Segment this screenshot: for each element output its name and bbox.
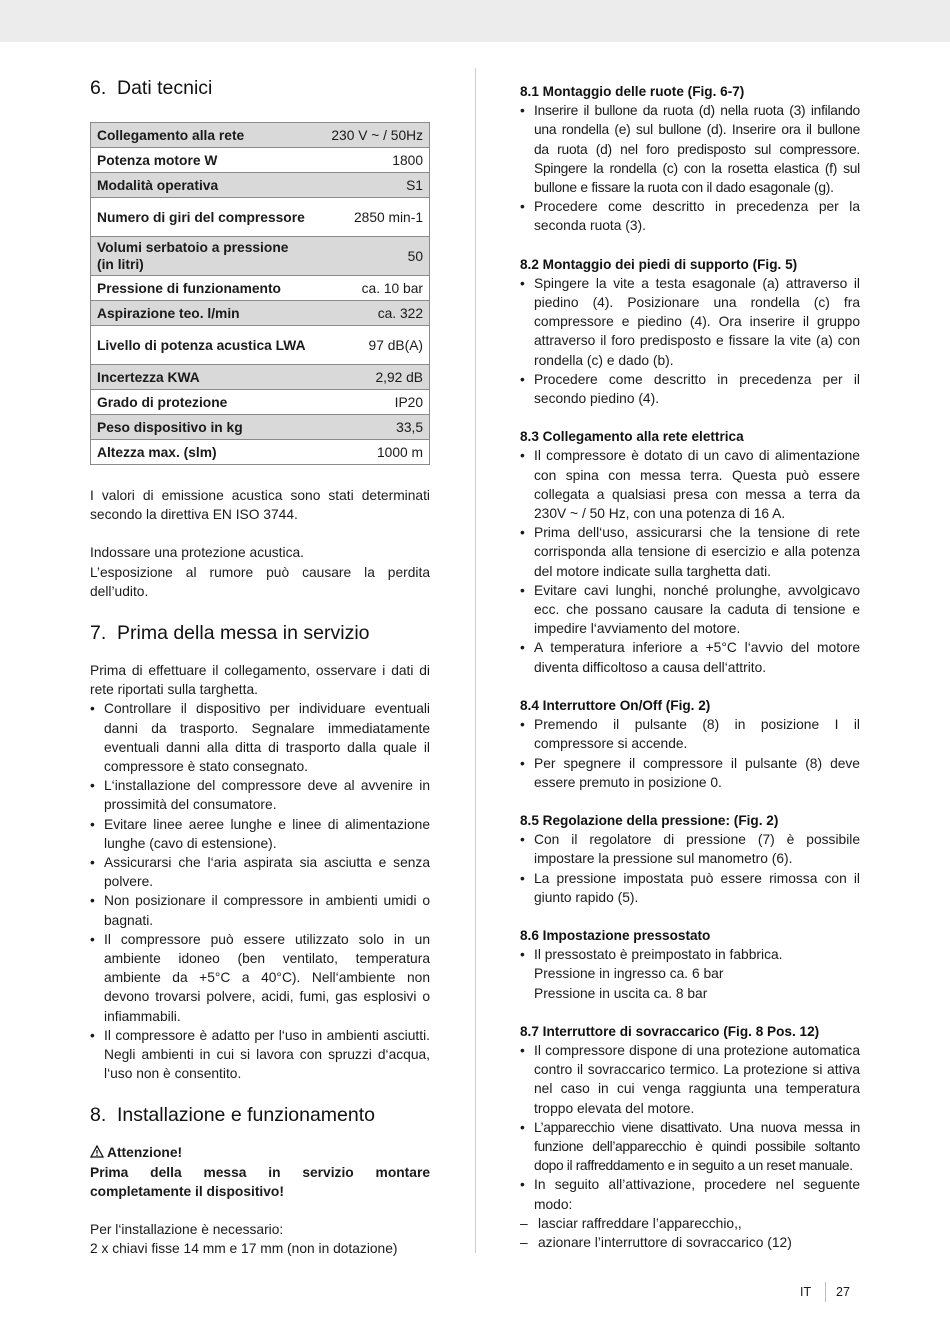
section-8-heading: 8. Installazione e funzionamento [90, 1104, 376, 1127]
list-item: • Evitare linee aeree lunghe e linee di alimentazione lunghe (cavo di estensione). [90, 816, 430, 851]
installation-requirement: Per l‘installazione è necessario: [90, 1222, 284, 1238]
protection-line-1: Indossare una protezione acustica. [90, 545, 304, 561]
section-7-list [90, 699, 430, 1083]
list-item: Pressione in ingresso ca. 6 bar [534, 966, 724, 982]
table-row: Livello di potenza acustica LWA 97 dB(A) [91, 326, 430, 365]
warning-body: Prima della messa in servizio montare completamente il dispositivo! [90, 1164, 430, 1199]
warning-icon [90, 1145, 104, 1158]
list-item: – lasciar raffreddare l’apparecchio,, [520, 1215, 742, 1231]
technical-data-table [90, 122, 430, 465]
list-item: • Premendo il pulsante (8) in posizione I il compressore si accende. [520, 717, 860, 752]
list-item: • La pressione impostata può essere rimossa con il giunto rapido (5). [520, 870, 860, 905]
table-row: Peso dispositivo in kg 33,5 [91, 415, 430, 440]
list-item: • Il compressore è dotato di un cavo di alimentazione con spina con messa terra. Questa può essere collegata a qualsiasi presa con messa a terra da 230V ~ / 50 Hz, con una potenza di 16 A. [520, 448, 860, 522]
list-item: • Spingere la vite a testa esagonale (a) attraverso il piedino (4). Posizionare una rondella (c) fra compressore e piedino (4). Ora inserire il gruppo attraverso il foro predisposto e fissare la vite (a) con rondella (c) e dado (b). [520, 275, 860, 368]
list-item: • L‘installazione del compressore deve al avvenire in prossimità del consumatore. [90, 778, 430, 813]
list-item: • Con il regolatore di pressione (7) è possibile impostare la pressione sul manometro (6). [520, 832, 860, 867]
column-divider [475, 68, 476, 1253]
list-item: • Assicurarsi che l‘aria aspirata sia asciutta e senza polvere. [90, 855, 430, 890]
warning-title: Attenzione! [90, 1143, 430, 1162]
list-item: • Il compressore dispone di una protezione automatica contro il sovraccarico termico. La protezione si attiva nel caso in cui venga raggiunta una temperatura troppo elevata del motore. [520, 1042, 860, 1116]
protection-line-2: L’esposizione al rumore può causare la perdita dell’udito. [90, 564, 430, 599]
installation-tools: 2 x chiavi fisse 14 mm e 17 mm (non in dotazione) [90, 1241, 398, 1257]
section-8-5-list [520, 830, 860, 907]
section-8-1-list [520, 101, 860, 235]
table-row: Volumi serbatoio a pressione (in litri) 50 [91, 237, 430, 276]
list-item: Pressione in uscita ca. 8 bar [534, 985, 708, 1001]
section-8-7-heading: 8.7 Interruttore di sovraccarico (Fig. 8 Pos. 12) [520, 1023, 820, 1039]
left-column [90, 76, 430, 1259]
section-7-heading: 7. Prima della messa in servizio [90, 622, 370, 645]
section-8-6-heading: 8.6 Impostazione pressostato [520, 927, 711, 943]
table-row: Incertezza KWA 2,92 dB [91, 365, 430, 390]
section-8-2-heading: 8.2 Montaggio dei piedi di supporto (Fig. 5) [520, 256, 798, 272]
list-item: • Per spegnere il compressore il pulsante (8) deve essere premuto in posizione 0. [520, 755, 860, 790]
page-number: 27 [836, 1285, 850, 1299]
list-item: – azionare l’interruttore di sovraccarico (12) [520, 1234, 792, 1250]
section-8-1-heading: 8.1 Montaggio delle ruote (Fig. 6-7) [520, 84, 745, 99]
section-8-4-list [520, 715, 860, 792]
table-row: Collegamento alla rete 230 V ~ / 50Hz [91, 123, 430, 148]
table-row: Aspirazione teo. l/min ca. 322 [91, 301, 430, 326]
section-8-4-heading: 8.4 Interruttore On/Off (Fig. 2) [520, 697, 711, 713]
list-item: • Inserire il bullone da ruota (d) nella ruota (3) infilando una rondella (e) sul bullone (d). Inserire ora il bullone da ruota (d) nel foro predisposto sul compressore. Spingere la rondella (c) con la rosetta elastica (f) sul bullone e fissare la ruota con il dado esagonale (g). [520, 103, 860, 196]
section-7-intro: Prima di effettuare il collegamento, osservare i dati di rete riportati sulla targhetta. [90, 663, 430, 698]
list-item: • Controllare il dispositivo per individuare eventuali danni da trasporto. Segnalare immediatamente eventuali danni alla ditta di trasporto dalla quale il compressore è stato consegnato. [90, 701, 430, 775]
list-item: • Non posizionare il compressore in ambienti umidi o bagnati. [90, 893, 430, 928]
section-8-3-heading: 8.3 Collegamento alla rete elettrica [520, 429, 744, 445]
table-row: Modalità operativa S1 [91, 173, 430, 198]
table-row: Pressione di funzionamento ca. 10 bar [91, 276, 430, 301]
language-code: IT [800, 1285, 812, 1299]
top-bar [0, 0, 950, 42]
list-item: • Procedere come descritto in precedenza per il secondo piedino (4). [520, 371, 860, 407]
table-row: Grado di protezione IP20 [91, 390, 430, 415]
section-6-heading: 6. Dati tecnici [90, 77, 213, 99]
list-item: • Il compressore può essere utilizzato solo in un ambiente idoneo (ben ventilato, temperatura ambiente da +5°C a 40°C). Nell‘ambiente non devono trovarsi polvere, acidi, fumi, gas esplosivi o infiammabili. [90, 931, 430, 1024]
list-item: • Il compressore è adatto per l‘uso in ambienti asciutti. Negli ambienti in cui si lavora con spruzzi d‘acqua, l‘uso non è consentito. [90, 1027, 430, 1082]
footer-divider [825, 1282, 826, 1302]
section-8-7-list [520, 1041, 860, 1252]
list-item: • In seguito all’attivazione, procedere nel seguente modo: [520, 1177, 860, 1212]
list-item: • L’apparecchio viene disattivato. Una nuova messa in funzione dell’apparecchio è quindi possibile soltanto dopo il raffreddamento e in seguito a un reset manuale. [520, 1119, 860, 1174]
right-column [520, 82, 860, 1252]
table-row: Numero di giri del compressore 2850 min-1 [91, 198, 430, 237]
section-8-2-list [520, 274, 860, 408]
list-item: • Evitare cavi lunghi, nonché prolunghe, avvolgicavo ecc. che possano causare la caduta di tensione e impedire l‘avviamento del motore. [520, 582, 860, 637]
section-8-3-list [520, 446, 860, 676]
list-item: • Procedere come descritto in precedenza per la seconda ruota (3). [520, 199, 860, 234]
section-8-5-heading: 8.5 Regolazione della pressione: (Fig. 2) [520, 812, 779, 828]
list-item: • Il pressostato è preimpostato in fabbrica. [520, 947, 783, 963]
section-8-6-list [520, 945, 860, 1003]
list-item: • Prima dell‘uso, assicurarsi che la tensione di rete corrisponda alla tensione di esercizio e alla potenza del motore indicate sulla targhetta dati. [520, 525, 860, 579]
table-row: Altezza max. (slm) 1000 m [91, 440, 430, 465]
table-row: Potenza motore W 1800 [91, 148, 430, 173]
emission-note: I valori di emissione acustica sono stati determinati secondo la direttiva EN ISO 3744. [90, 488, 430, 523]
list-item: • A temperatura inferiore a +5°C l‘avvio del motore diventa difficoltoso a causa dell‘attrito. [520, 640, 860, 675]
